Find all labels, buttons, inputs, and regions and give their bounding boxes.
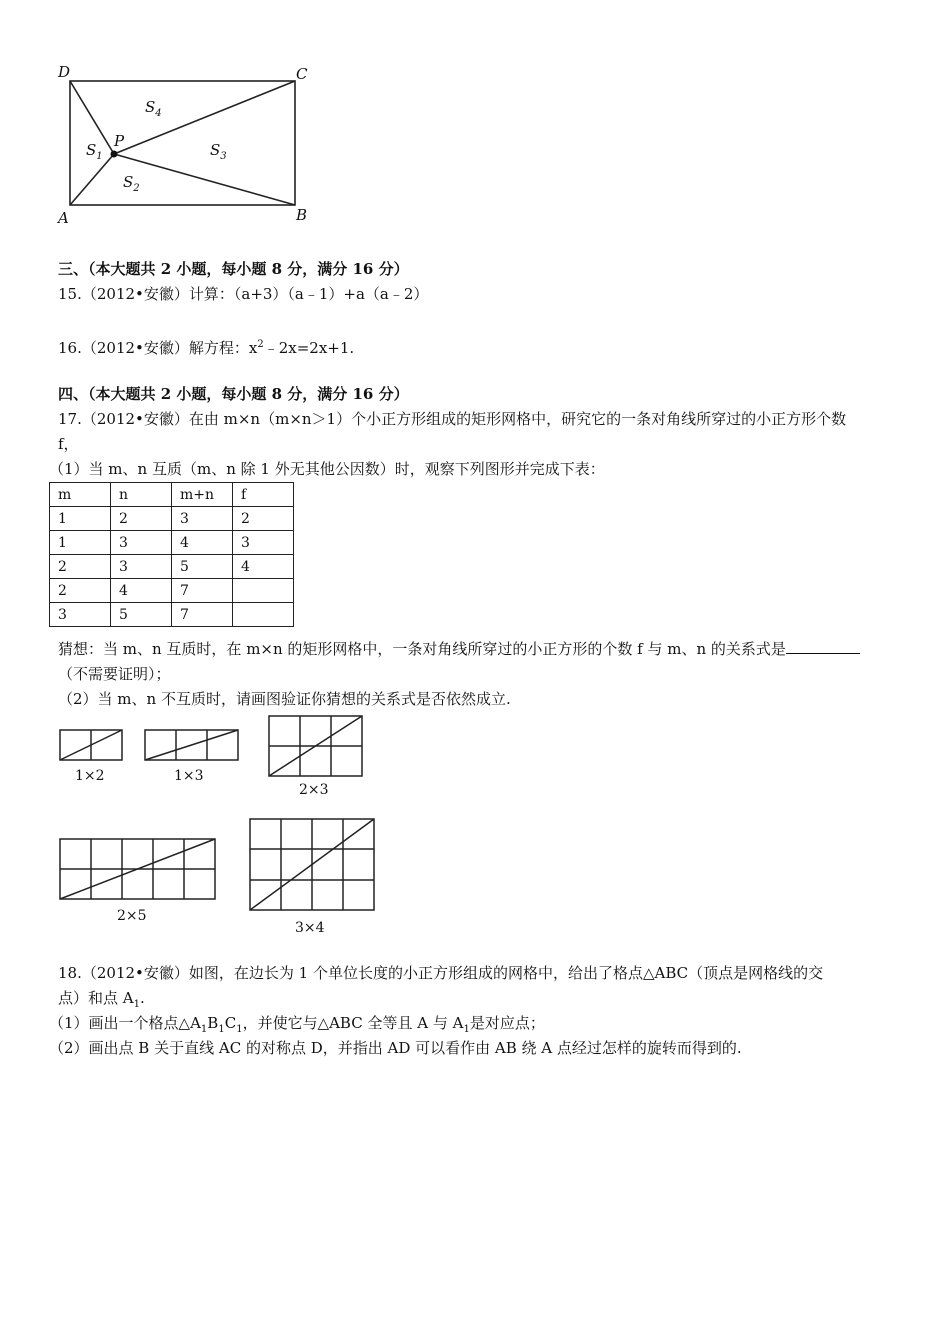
table-header-row xyxy=(50,483,294,507)
table-cell: 2 xyxy=(50,555,111,579)
segment-pa xyxy=(70,154,114,205)
table-cell: 1 xyxy=(50,507,111,531)
table-cell: 7 xyxy=(172,579,233,603)
caption-1x2: 1×2 xyxy=(75,768,105,784)
table-cell: 4 xyxy=(172,531,233,555)
question-17-part2: （2）当 m、n 不互质时，请画图验证你猜想的关系式是否依然成立. xyxy=(58,690,511,708)
table-cell: 1 xyxy=(50,531,111,555)
table-header: n xyxy=(111,483,172,507)
question-18-line2: 点）和点 $A_1$. xyxy=(58,989,145,1010)
table-cell: 2 xyxy=(111,507,172,531)
label-d: D xyxy=(58,63,71,81)
table-cell-empty[interactable] xyxy=(233,603,294,627)
table-cell: 4 xyxy=(233,555,294,579)
rectangle-abcd xyxy=(70,81,295,205)
grid-1x3 xyxy=(145,730,238,760)
question-16: 16.（2012•安徽）解方程：$x^2﹣2x=2x+1$. xyxy=(58,339,355,357)
point-p xyxy=(111,151,118,158)
table-cell: 2 xyxy=(50,579,111,603)
segment-pc xyxy=(114,81,295,154)
table-cell: 7 xyxy=(172,603,233,627)
label-s1: $S_1$ xyxy=(86,141,103,162)
data-table xyxy=(49,482,294,627)
question-15: 15.（2012•安徽）计算：（a+3）（a﹣1）+a（a﹣2） xyxy=(58,285,429,303)
table-row xyxy=(50,555,294,579)
label-p: P xyxy=(114,132,125,150)
grid-2x5 xyxy=(60,839,215,899)
question-17-line2: f， xyxy=(58,435,79,453)
question-17-line1: 17.（2012•安徽）在由 m×n（m×n＞1）个小正方形组成的矩形网格中，研究它的一条对角线所穿过的小正方形个数 xyxy=(58,410,847,428)
label-s3: $S_3$ xyxy=(210,141,227,162)
question-18-line1: 18.（2012•安徽）如图，在边长为 1 个单位长度的小正方形组成的网格中，给出了格点△ABC（顶点是网格线的交 xyxy=(58,964,824,982)
table-cell: 3 xyxy=(233,531,294,555)
rectangle-figure xyxy=(50,60,320,230)
table-row xyxy=(50,531,294,555)
table-cell: 3 xyxy=(111,531,172,555)
caption-3x4: 3×4 xyxy=(295,920,325,936)
table-header: f xyxy=(233,483,294,507)
question-18-part1: （1）画出一个格点$\triangle A_1B_1C_1$，并使它与△ABC 全等且 A 与 $A_1$是对应点； xyxy=(49,1014,545,1035)
table-cell-empty[interactable] xyxy=(233,579,294,603)
grid-3x4 xyxy=(250,819,374,910)
label-c: C xyxy=(296,65,308,83)
table-cell: 3 xyxy=(50,603,111,627)
segment-pb xyxy=(114,154,295,205)
table-row xyxy=(50,603,294,627)
question-17-part1: （1）当 m、n 互质（m、n 除 1 外无其他公因数）时，观察下列图形并完成下表： xyxy=(49,460,605,478)
guess-line1: 猜想：当 m、n 互质时，在 m×n 的矩形网格中，一条对角线所穿过的小正方形的个数 f 与 m、n 的关系式是 xyxy=(58,639,860,659)
table-row xyxy=(50,507,294,531)
table-cell: 3 xyxy=(172,507,233,531)
table-header: m xyxy=(50,483,111,507)
grid-1x2 xyxy=(60,730,122,760)
section3-heading: 三、（本大题共 2 小题，每小题 8 分，满分 16 分） xyxy=(58,260,409,278)
table-cell: 2 xyxy=(233,507,294,531)
table-cell: 4 xyxy=(111,579,172,603)
caption-2x5: 2×5 xyxy=(117,908,147,924)
label-b: B xyxy=(296,206,308,224)
question-18-part2: （2）画出点 B 关于直线 AC 的对称点 D，并指出 AD 可以看作由 AB 绕 A 点经过怎样的旋转而得到的. xyxy=(49,1039,742,1057)
caption-2x3: 2×3 xyxy=(299,782,329,798)
table-cell: 5 xyxy=(172,555,233,579)
label-s4: $S_4$ xyxy=(145,98,162,119)
label-a: A xyxy=(58,209,69,227)
table-cell: 3 xyxy=(111,555,172,579)
grid-figures xyxy=(0,700,950,945)
guess-line2: （不需要证明）； xyxy=(58,665,171,683)
label-s2: $S_2$ xyxy=(123,173,140,194)
caption-1x3: 1×3 xyxy=(174,768,204,784)
table-header: m+n xyxy=(172,483,233,507)
table-row xyxy=(50,579,294,603)
grid-2x3 xyxy=(269,716,362,776)
section4-heading: 四、（本大题共 2 小题，每小题 8 分，满分 16 分） xyxy=(58,385,409,403)
answer-blank[interactable] xyxy=(786,639,860,654)
table-cell: 5 xyxy=(111,603,172,627)
